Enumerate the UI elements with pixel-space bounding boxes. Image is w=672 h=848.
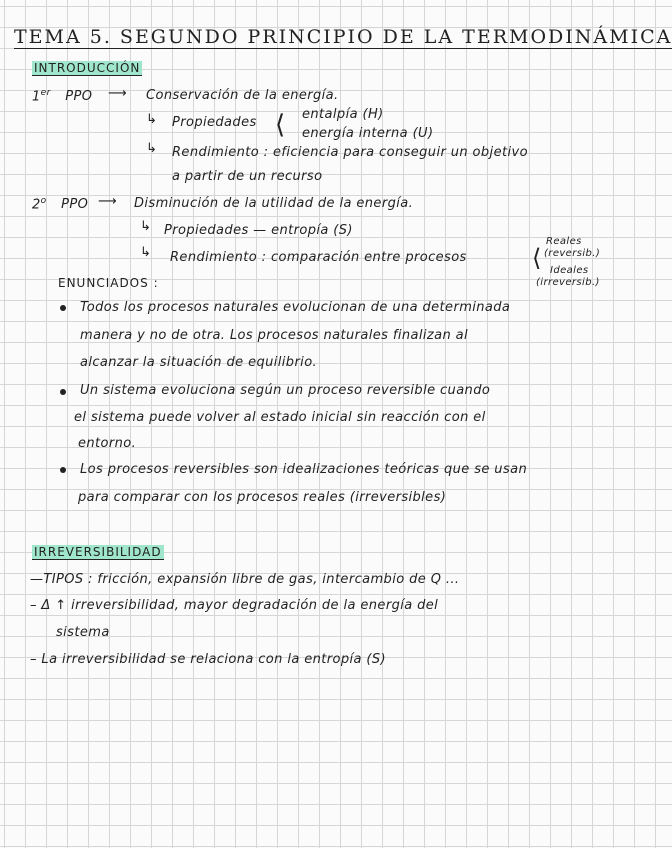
- arrow-icon: ⟶: [98, 194, 118, 209]
- bullet-icon: [60, 467, 66, 473]
- first-rendimiento: Rendimiento : eficiencia para conseguir un objetivo: [172, 145, 528, 160]
- enunciado-2-line-1: Un sistema evoluciona según un proceso reversible cuando: [80, 383, 491, 398]
- enunciado-1-line-1: Todos los procesos naturales evolucionan de una determinada: [80, 300, 511, 315]
- hook-arrow-icon: ↳: [140, 219, 152, 234]
- enunciado-3-line-2: para comparar con los procesos reales (irreversibles): [78, 490, 447, 505]
- second-principle-label: 2$^o$ PPO: [32, 196, 89, 213]
- irreversibilidad-tipos: —TIPOS : fricción, expansión libre de gas, intercambio de Q ...: [30, 572, 460, 587]
- hook-arrow-icon: ↳: [140, 245, 152, 260]
- section-heading-introduccion: INTRODUCCIÓN: [34, 61, 141, 75]
- irreversibilidad-mayor-line-2: sistema: [56, 625, 110, 640]
- arrow-icon: ⟶: [108, 86, 128, 101]
- brace-icon: ⟨: [532, 244, 542, 272]
- irreversibilidad-mayor-line-1: – Δ ↑ irreversibilidad, mayor degradación de la energía del: [30, 598, 439, 613]
- hook-arrow-icon: ↳: [146, 112, 158, 127]
- second-propiedades: Propiedades — entropía (S): [164, 223, 353, 238]
- enunciados-label: ENUNCIADOS :: [58, 276, 159, 290]
- irreversibilidad-entropia: – La irreversibilidad se relaciona con la entropía (S): [30, 652, 387, 667]
- enunciado-2-line-3: entorno.: [78, 436, 137, 451]
- page-title: TEMA 5. SEGUNDO PRINCIPIO DE LA TERMODINÁMICA: [14, 26, 672, 48]
- enunciado-3-line-1: Los procesos reversibles son idealizaciones teóricas que se usan: [80, 462, 528, 477]
- second-ideales-sub: (irreversib.): [536, 277, 600, 288]
- bullet-icon: [60, 305, 66, 311]
- hook-arrow-icon: ↳: [146, 141, 158, 156]
- first-rendimiento-cont: a partir de un recurso: [172, 169, 323, 184]
- second-rendimiento: Rendimiento : comparación entre procesos: [170, 250, 467, 265]
- section-heading-irreversibilidad: IRREVERSIBILIDAD: [34, 545, 162, 559]
- bullet-icon: [60, 389, 66, 395]
- enunciado-2-line-2: el sistema puede volver al estado inicial sin reacción con el: [74, 410, 486, 425]
- enunciado-1-line-2: manera y no de otra. Los procesos naturales finalizan al: [80, 328, 469, 343]
- first-principle-label: 1er PPO: [32, 88, 93, 105]
- second-ideales: Ideales: [550, 265, 589, 276]
- second-reales: Reales: [546, 236, 582, 247]
- first-propiedades: Propiedades: [172, 115, 257, 130]
- enunciado-1-line-3: alcanzar la situación de equilibrio.: [80, 355, 318, 370]
- first-prop-entalpia: entalpía (H): [302, 107, 384, 122]
- first-principle-main: Conservación de la energía.: [146, 88, 339, 103]
- first-prop-energia-interna: energía interna (U): [302, 126, 434, 141]
- brace-icon: ⟨: [275, 110, 286, 140]
- second-principle-main: Disminución de la utilidad de la energía.: [134, 196, 414, 211]
- second-reales-sub: (reversib.): [544, 248, 601, 259]
